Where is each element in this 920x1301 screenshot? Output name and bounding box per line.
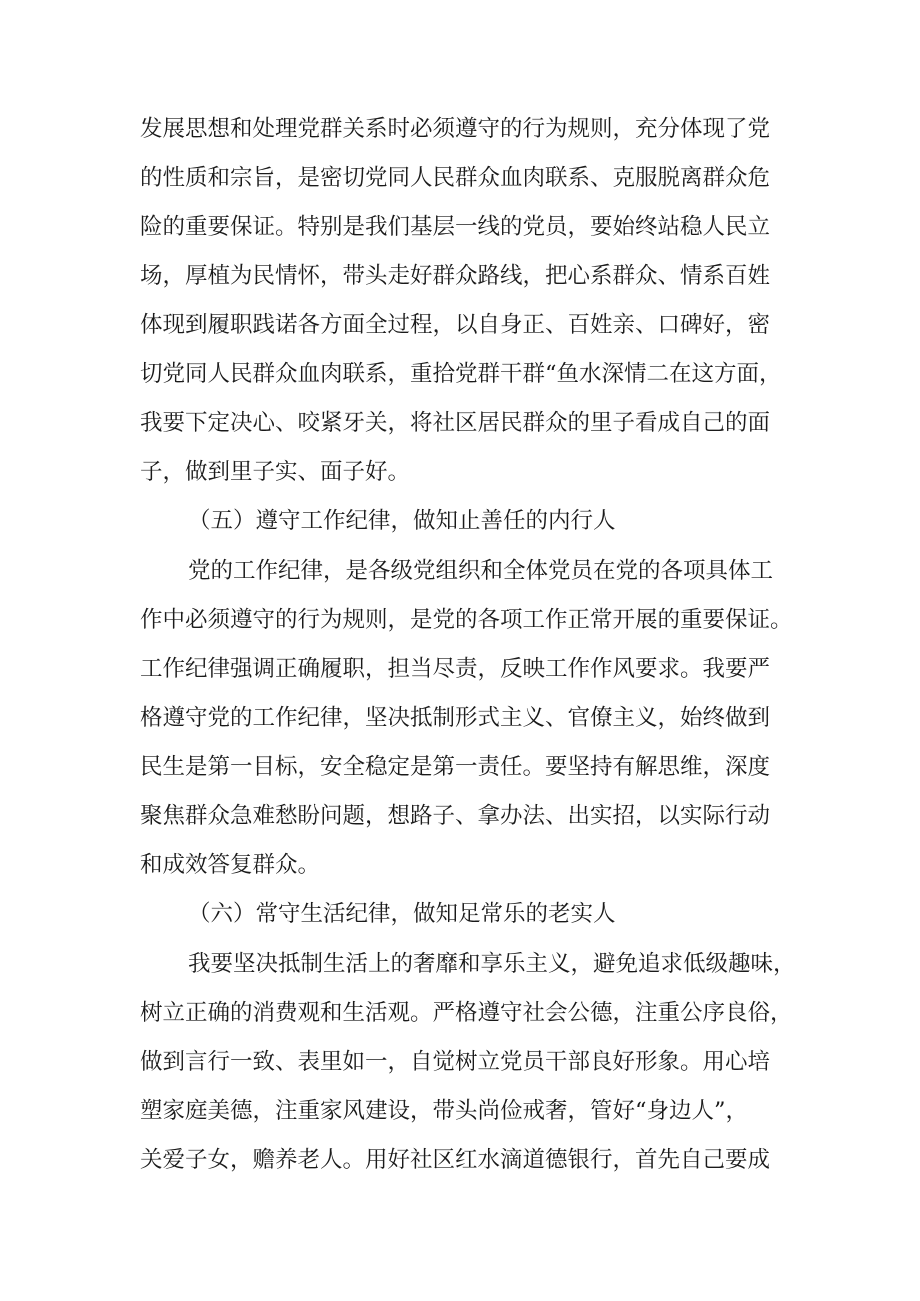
section-heading-6: （六）常守生活纪律，做知足常乐的老实人 xyxy=(188,901,616,927)
paragraph-line: 作中必须遵守的行为规则，是党的各项工作正常开展的重要保证。 xyxy=(140,607,793,633)
paragraph-line: 险的重要保证。特别是我们基层一线的党员，要始终站稳人民立 xyxy=(140,214,771,240)
paragraph-line: 的性质和宗旨，是密切党同人民群众血肉联系、克服脱离群众危 xyxy=(140,165,771,191)
paragraph-line: 切党同人民群众血肉联系，重拾党群干群“鱼水深情二在这方面， xyxy=(140,361,782,387)
paragraph-line: 我要下定决心、咬紧牙关，将社区居民群众的里子看成自己的面 xyxy=(140,410,771,436)
paragraph-line: 和成效答复群众。 xyxy=(140,852,321,878)
paragraph-line: 格遵守党的工作纪律，坚决抵制形式主义、官僚主义，始终做到 xyxy=(140,705,771,731)
paragraph-line: 树立正确的消费观和生活观。严格遵守社会公德，注重公序良俗， xyxy=(140,1000,793,1026)
paragraph-line: 子，做到里子实、面子好。 xyxy=(140,459,411,485)
paragraph-line: 关爱子女，赡养老人。用好社区红水滴道德银行，首先自己要成 xyxy=(140,1147,771,1173)
paragraph-line: 做到言行一致、表里如一，自觉树立党员干部良好形象。用心培 xyxy=(140,1049,771,1075)
paragraph-line: 我要坚决抵制生活上的奢靡和享乐主义，避免追求低级趣味， xyxy=(188,951,796,977)
paragraph-line: 发展思想和处理党群关系时必须遵守的行为规则，充分体现了党 xyxy=(140,116,771,142)
paragraph-line: 聚焦群众急难愁盼问题，想路子、拿办法、出实招，以实际行动 xyxy=(140,803,771,829)
paragraph-line: 民生是第一目标，安全稳定是第一责任。要坚持有解思维，深度 xyxy=(140,754,771,780)
paragraph-line: 塑家庭美德，注重家风建设，带头尚俭戒奢，管好“身边人”， xyxy=(140,1098,749,1124)
section-heading-5: （五）遵守工作纪律，做知止善任的内行人 xyxy=(188,508,616,534)
paragraph-line: 场，厚植为民情怀，带头走好群众路线，把心系群众、情系百姓 xyxy=(140,263,771,289)
paragraph-line: 体现到履职践诺各方面全过程，以自身正、百姓亲、口碑好，密 xyxy=(140,312,771,338)
paragraph-line: 党的工作纪律，是各级党组织和全体党员在党的各项具体工 xyxy=(188,558,774,584)
paragraph-line: 工作纪律强调正确履职，担当尽责，反映工作作风要求。我要严 xyxy=(140,656,771,682)
